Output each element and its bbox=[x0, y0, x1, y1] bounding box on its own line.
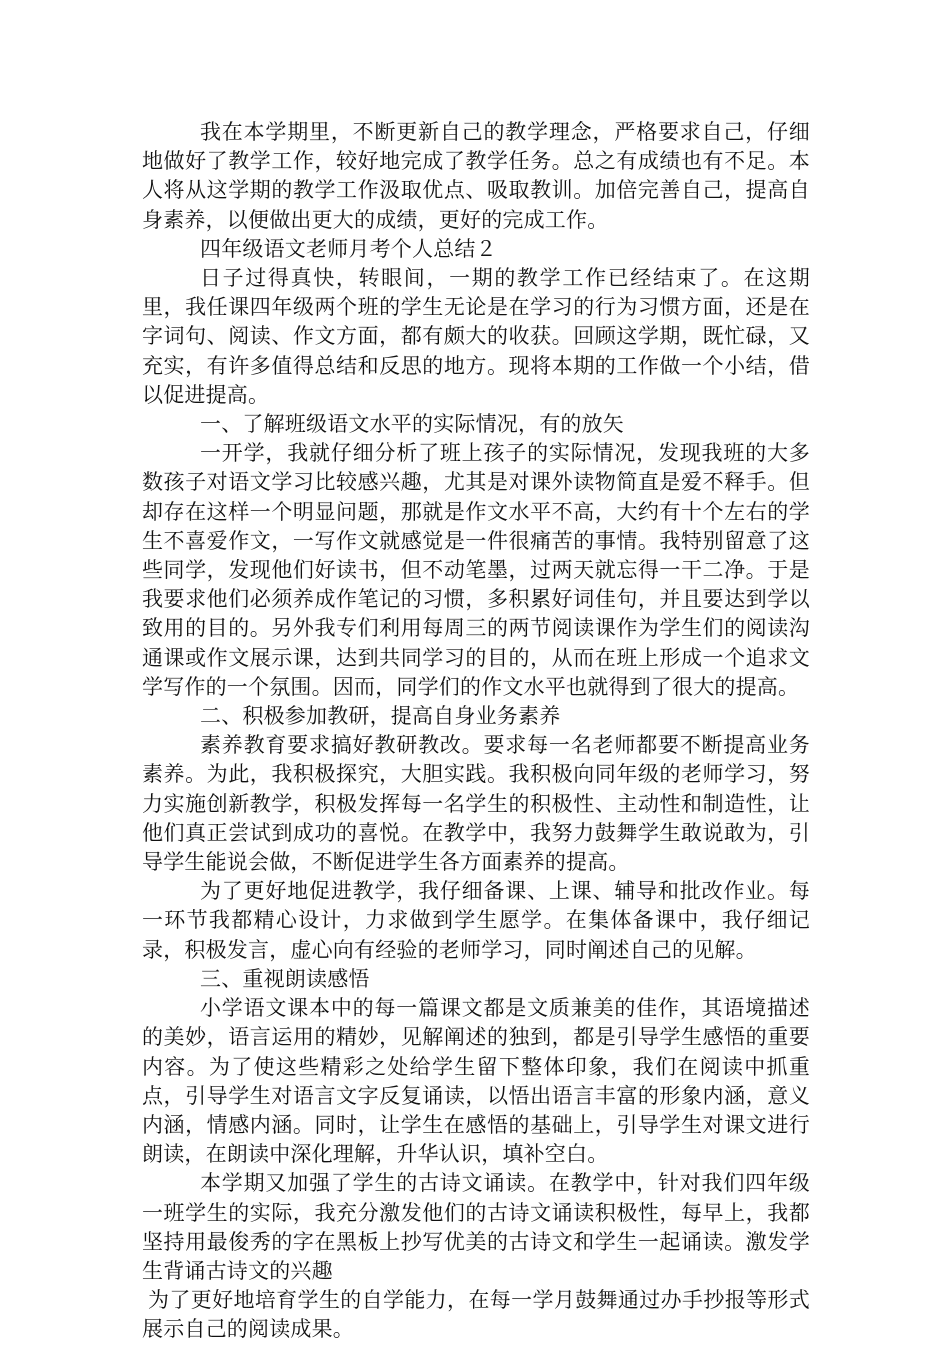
paragraph-section-3a: 小学语文课本中的每一篇课文都是文质兼美的佳作，其语境描述的美妙，语言运用的精妙，见解阐述的独到，都是引导学生感悟的重要内容。为了使这些精彩之处给学生留下整体印象，我们在阅读中抓重点，引导学生对语言文字反复诵读，以悟出语言丰富的形象内涵，意义内涵，情感内涵。同时，让学生在感悟的基础上，引导学生对课文进行朗读，在朗读中深化理解，升华认识，填补空白。 bbox=[142, 996, 810, 1167]
heading-section-2: 二、积极参加教研，提高自身业务素养 bbox=[200, 704, 561, 729]
document-body bbox=[142, 118, 810, 1345]
paragraph-section-1: 一开学，我就仔细分析了班上孩子的实际情况，发现我班的大多数孩子对语文学习比较感兴趣，尤其是对课外读物简直是爱不释手。但却存在这样一个明显问题，那就是作文水平不高，大约有十个左右的学生不喜爱作文，一写作文就感觉是一件很痛苦的事情。我特别留意了这些同学，发现他们好读书，但不动笔墨，过两天就忘得一干二净。于是我要求他们必须养成作笔记的习惯，多积累好词佳句，并且要达到学以致用的目的。另外我专们利用每周三的两节阅读课作为学生们的阅读沟通课或作文展示课，达到共同学习的目的，从而在班上形成一个追求文学写作的一个氛围。因而，同学们的作文水平也就得到了很大的提高。 bbox=[142, 441, 810, 699]
paragraph-section-3b: 本学期又加强了学生的古诗文诵读。在教学中，针对我们四年级一班学生的实际，我充分激发他们的古诗文诵读积极性，每早上，我都坚持用最俊秀的字在黑板上抄写优美的古诗文和学生一起诵读。激发学生背诵古诗文的兴趣 bbox=[142, 1171, 810, 1283]
paragraph-section-2b: 为了更好地促进教学，我仔细备课、上课、辅导和批改作业。每一环节我都精心设计，力求做到学生愿学。在集体备课中，我仔细记录，积极发言，虚心向有经验的老师学习，同时阐述自己的见解。 bbox=[142, 879, 810, 962]
paragraph-opening: 日子过得真快，转眼间，一期的教学工作已经结束了。在这期里，我任课四年级两个班的学生无论是在学习的行为习惯方面，还是在字词句、阅读、作文方面，都有颇大的收获。回顾这学期，既忙碌，又充实，有许多值得总结和反思的地方。现将本期的工作做一个小结，借以促进提高。 bbox=[142, 266, 810, 407]
section-title: 四年级语文老师月考个人总结２ bbox=[200, 236, 497, 261]
paragraph-intro: 我在本学期里，不断更新自己的教学理念，严格要求自己，仔细地做好了教学工作，较好地完成了教学任务。总之有成绩也有不足。本人将从这学期的教学工作汲取优点、吸取教训。加倍完善自己，提高自身素养，以便做出更大的成绩，更好的完成工作。 bbox=[142, 120, 810, 232]
heading-section-1: 一、了解班级语文水平的实际情况，有的放矢 bbox=[200, 412, 624, 437]
heading-section-3: 三、重视朗读感悟 bbox=[200, 966, 370, 991]
paragraph-closing: 为了更好地培育学生的自学能力，在每一学月鼓舞通过办手抄报等形式展示自己的阅读成果。 bbox=[142, 1288, 810, 1342]
paragraph-section-2a: 素养教育要求搞好教研教改。要求每一名老师都要不断提高业务素养。为此，我积极探究，大胆实践。我积极向同年级的老师学习，努力实施创新教学，积极发挥每一名学生的积极性、主动性和制造性，让他们真正尝试到成功的喜悦。在教学中，我努力鼓舞学生敢说敢为，引导学生能说会做，不断促进学生各方面素养的提高。 bbox=[142, 733, 810, 875]
